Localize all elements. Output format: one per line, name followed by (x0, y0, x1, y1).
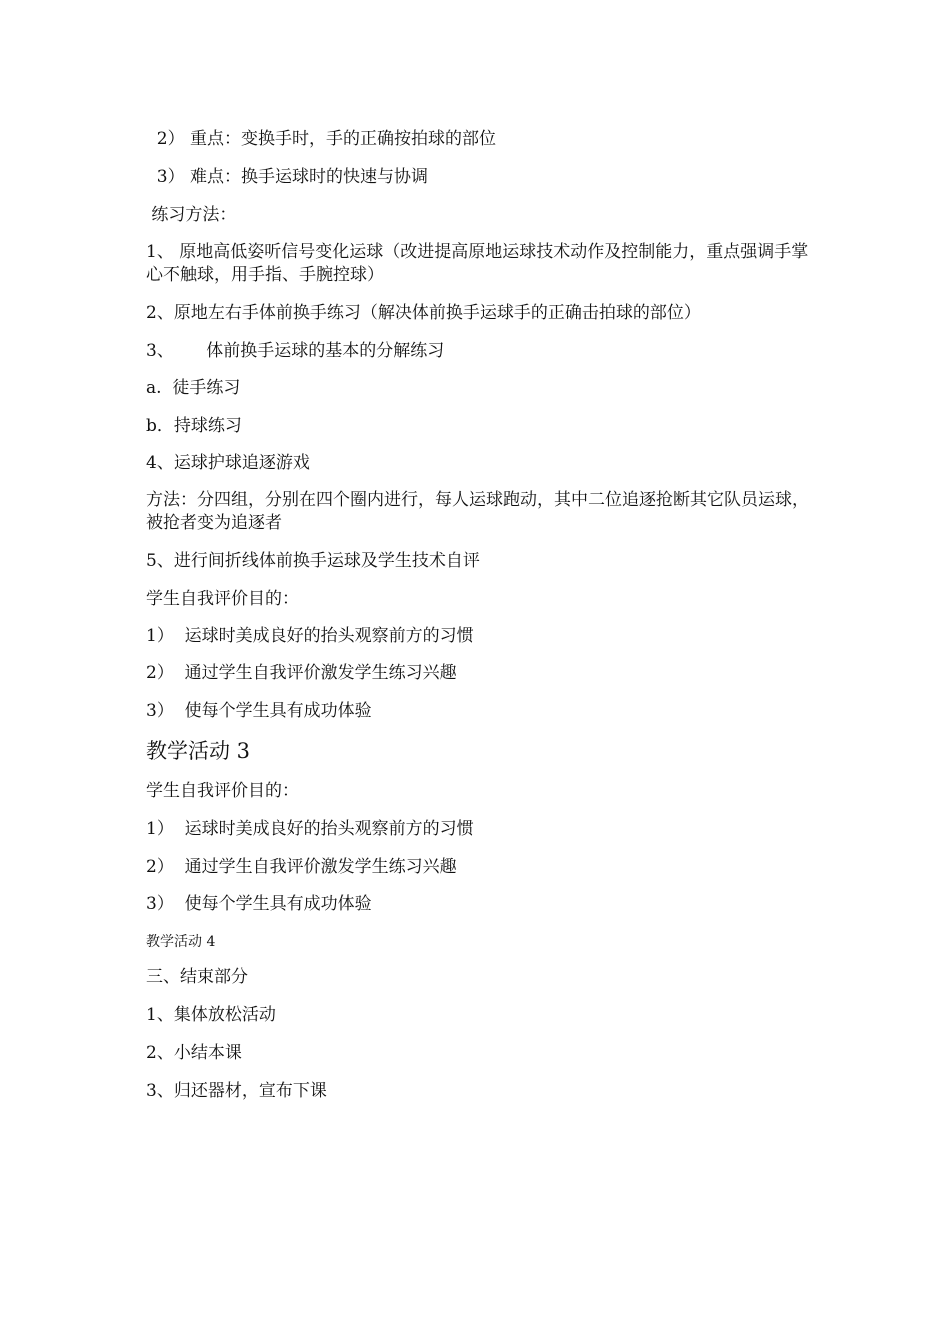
practice-item-1: 1、 原地高低姿听信号变化运球（改进提高原地运球技术动作及控制能力，重点强调手掌心不触球，用手指、手腕控球） (146, 242, 809, 285)
ending-item-3: 3、归还器材，宣布下课 (146, 1081, 327, 1101)
self-eval-item-1-b: 1） 运球时美成良好的抬头观察前方的习惯 (146, 819, 474, 839)
practice-methods-heading: 练习方法： (146, 205, 237, 225)
practice-sub-a: a. 徒手练习 (146, 378, 241, 398)
key-point-line: 2） 重点：变换手时，手的正确按拍球的部位 (146, 129, 497, 149)
self-eval-item-1: 1） 运球时美成良好的抬头观察前方的习惯 (146, 626, 474, 646)
method-description: 方法：分四组，分别在四个圈内进行，每人运球跑动，其中二位追逐抢断其它队员运球，被抢者变为追逐者 (146, 490, 809, 533)
self-eval-item-2: 2） 通过学生自我评价激发学生练习兴趣 (146, 663, 457, 683)
ending-item-1: 1、集体放松活动 (146, 1005, 276, 1025)
ending-section-heading: 三、结束部分 (146, 967, 248, 987)
difficulty-line: 3） 难点：换手运球时的快速与协调 (146, 167, 429, 187)
ending-item-2: 2、小结本课 (146, 1043, 242, 1063)
self-eval-item-3-b: 3） 使每个学生具有成功体验 (146, 894, 372, 914)
practice-sub-b: b．持球练习 (146, 416, 242, 436)
self-eval-heading-2: 学生自我评价目的： (146, 781, 299, 801)
practice-item-5: 5、进行间折线体前换手运球及学生技术自评 (146, 551, 480, 571)
practice-item-3: 3、 体前换手运球的基本的分解练习 (146, 341, 445, 361)
activity-4-heading: 教学活动 4 (146, 934, 216, 950)
practice-item-4: 4、运球护球追逐游戏 (146, 453, 310, 473)
self-eval-item-2-b: 2） 通过学生自我评价激发学生练习兴趣 (146, 857, 457, 877)
activity-3-heading: 教学活动 3 (146, 739, 251, 763)
self-eval-heading: 学生自我评价目的： (146, 589, 299, 609)
practice-item-2: 2、原地左右手体前换手练习（解决体前换手运球手的正确击拍球的部位） (146, 303, 701, 323)
self-eval-item-3: 3） 使每个学生具有成功体验 (146, 701, 372, 721)
